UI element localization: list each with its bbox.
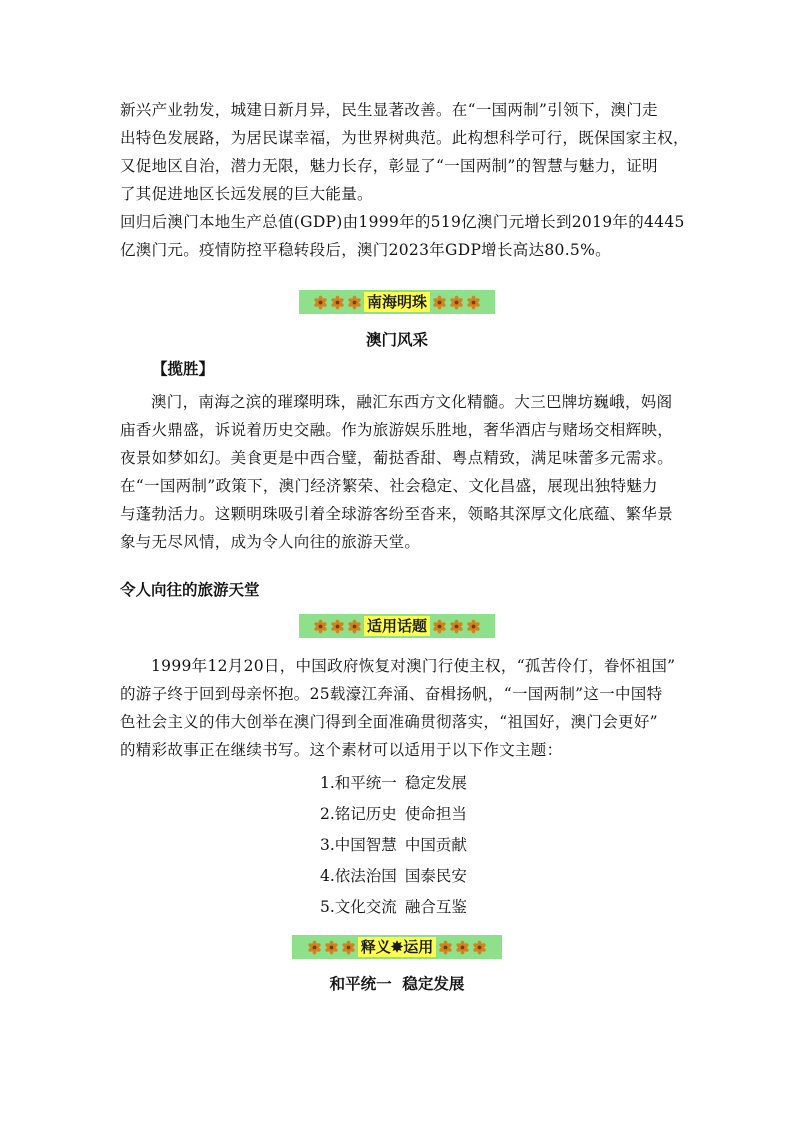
topic-theme-a: 和平统一 xyxy=(334,774,397,792)
list-item xyxy=(320,830,620,861)
text-line: 了其促进地区长远发展的巨大能量。 xyxy=(120,185,373,203)
banner-title: 南海明珠 xyxy=(364,292,430,312)
text-line: 象与无尽风情，成为令人向往的旅游天堂。 xyxy=(120,533,421,551)
text-line: 庙香火鼎盛，诉说着历史交融。作为旅游娱乐胜地，奢华酒店与赌场交相辉映， xyxy=(120,421,674,439)
text-line: 回归后澳门本地生产总值(GDP)由1999年的519亿澳门元增长到2019年的4445 xyxy=(120,213,685,231)
list-item xyxy=(320,892,620,923)
section-banner-topics xyxy=(299,614,495,638)
text-line: 澳门，南海之滨的璀璨明珠，融汇东西方文化精髓。大三巴牌坊巍峨，妈阁 xyxy=(151,393,673,411)
topic-theme-a: 铭记历史 xyxy=(334,805,397,823)
flower-icon xyxy=(347,295,362,310)
list-item xyxy=(320,768,620,799)
topic-theme-b: 稳定发展 xyxy=(404,774,467,792)
flower-group-right xyxy=(432,619,481,634)
list-item xyxy=(320,799,620,830)
topic-theme-b: 中国贡献 xyxy=(404,836,467,854)
text-line: 亿澳门元。疫情防控平稳转段后，澳门2023年GDP增长高达80.5%。 xyxy=(120,241,611,259)
flower-group-left xyxy=(307,940,356,955)
flower-icon xyxy=(432,619,447,634)
text-line: 在“一国两制”政策下，澳门经济繁荣、社会稳定、文化昌盛，展现出独特魅力 xyxy=(120,477,658,495)
topic-theme-a: 依法治国 xyxy=(334,867,397,885)
flower-icon xyxy=(347,619,362,634)
banner-title: 释义✸运用 xyxy=(358,937,437,957)
flower-icon xyxy=(455,940,470,955)
text-line: 色社会主义的伟大创举在澳门得到全面准确贯彻落实，“祖国好，澳门会更好” xyxy=(120,713,658,731)
flower-group-right xyxy=(438,940,487,955)
flower-icon xyxy=(466,619,481,634)
flower-icon xyxy=(313,619,328,634)
text-line: 新兴产业勃发，城建日新月异，民生显著改善。在“一国两制”引领下，澳门走 xyxy=(120,101,658,119)
flower-icon xyxy=(466,295,481,310)
flower-group-left xyxy=(313,295,362,310)
flower-group-left xyxy=(313,619,362,634)
topic-theme-a: 中国智慧 xyxy=(334,836,397,854)
topic-list xyxy=(320,768,620,923)
text-line: 出特色发展路，为居民谋幸福，为世界树典范。此构想科学可行，既保国家主权， xyxy=(120,129,689,147)
flower-icon xyxy=(432,295,447,310)
intro-paragraph xyxy=(120,96,689,264)
flower-icon xyxy=(330,295,345,310)
topic-theme-b: 使命担当 xyxy=(404,805,467,823)
topic-number: 3. xyxy=(320,836,335,854)
section1-paragraph xyxy=(120,388,680,556)
text-line: 与蓬勃活力。这颗明珠吸引着全球游客纷至沓来，领略其深厚文化底蕴、繁华景 xyxy=(120,505,674,523)
section-banner-nanhai xyxy=(299,290,495,314)
text-line: 1999年12月20日，中国政府恢复对澳门行使主权，“孤苦伶仃，眷怀祖国” xyxy=(151,657,676,675)
topic-theme-a: 文化交流 xyxy=(334,898,397,916)
flower-icon xyxy=(449,619,464,634)
section-banner-usage xyxy=(292,935,502,959)
section-tagline: 令人向往的旅游天堂 xyxy=(120,580,260,599)
flower-group-right xyxy=(432,295,481,310)
text-line: 的精彩故事正在继续书写。这个素材可以适用于以下作文主题： xyxy=(120,741,563,759)
flower-icon xyxy=(313,295,328,310)
section-tag: 【揽胜】 xyxy=(152,359,215,378)
section-heading: 澳门风采 xyxy=(365,330,428,349)
section2-paragraph xyxy=(120,652,680,764)
banner-title: 适用话题 xyxy=(364,616,430,636)
flower-icon xyxy=(341,940,356,955)
topic-number: 2. xyxy=(320,805,335,823)
topic-theme-b: 国泰民安 xyxy=(404,867,467,885)
topic-number: 1. xyxy=(320,774,335,792)
list-item xyxy=(320,861,620,892)
text-line: 的游子终于回到母亲怀抱。25载濠江奔涌、奋楫扬帆，“一国两制”这一中国特 xyxy=(120,685,663,703)
flower-icon xyxy=(449,295,464,310)
flower-icon xyxy=(472,940,487,955)
topic-number: 4. xyxy=(320,867,335,885)
flower-icon xyxy=(330,619,345,634)
flower-icon xyxy=(307,940,322,955)
flower-icon xyxy=(324,940,339,955)
text-line: 又促地区自治，潜力无限，魅力长存，彰显了“一国两制”的智慧与魅力，证明 xyxy=(120,157,658,175)
text-line: 夜景如梦如幻。美食更是中西合璧，葡挞香甜、粤点精致，满足味蕾多元需求。 xyxy=(120,449,674,467)
section-heading: 和平统一 稳定发展 xyxy=(329,974,465,993)
topic-number: 5. xyxy=(320,898,335,916)
flower-icon xyxy=(438,940,453,955)
topic-theme-b: 融合互鉴 xyxy=(404,898,467,916)
